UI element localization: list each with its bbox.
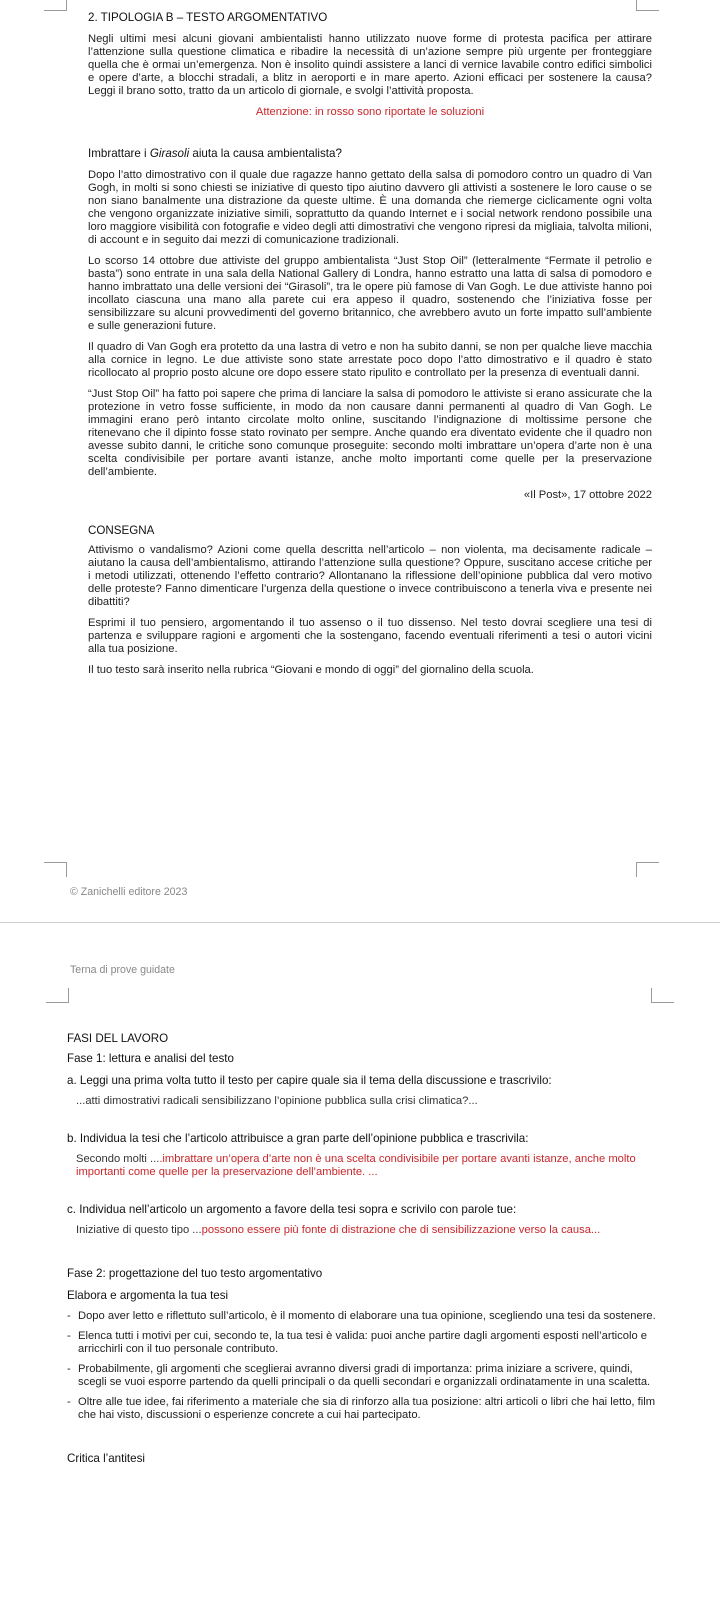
question-c-prefix: Iniziative di questo tipo ... [76, 1224, 202, 1236]
fase-1-title: Fase 1: lettura e analisi del testo [67, 1052, 234, 1065]
crop-mark-top-right [636, 0, 659, 11]
guidance-list [67, 1310, 657, 1422]
question-c-title: c. Individua nell’articolo un argomento a favore della tesi sopra e scrivilo con parole tue: [67, 1203, 517, 1216]
page-2 [0, 922, 720, 1602]
dash-bullet: - [67, 1330, 71, 1342]
question-c-answer [67, 1224, 657, 1237]
article-paragraph: Dopo l’atto dimostrativo con il quale due ragazze hanno gettato della salsa di pomodoro contro un quadro di Van Gogh, in molti si sono chiesti se iniziative di questo tipo aiutino davvero gli attivisti a sostenere le loro cause o se non siano banalmente una distrazione da queste ultime. È una domanda che riemerge ciclicamente ogni volta che vengono organizzate iniziative simili, soprattutto da quando Internet e i social network rendono possibile una loro maggiore visibilità con fotografie e video degli atti dimostrativi che vengono ripresi da migliaia, talvolta milioni, di account e in seguito dai mezzi di comunicazione tradizionali. [88, 169, 652, 246]
question-b-prefix: Secondo molti ... [76, 1153, 160, 1165]
article-paragraph: Lo scorso 14 ottobre due attiviste del gruppo ambientalista “Just Stop Oil” (letteralmente “Fermate il petrolio e basta”) sono entrate in una sala della National Gallery di Londra, hanno estratto una latta di salsa di pomodoro e hanno imbrattato una delle versioni dei “Girasoli”, tra le opere più famose di Van Gogh. Le due attiviste hanno poi incollato ciascuna una mano alla parete cui era appeso il quadro, sostenendo che l’iniziativa fosse per sensibilizzare su alcuni provvedimenti del governo britannico, che avrebbero avuto un forte impatto sull’ambiente e sulle generazioni future. [88, 255, 652, 332]
elabora-title: Elabora e argomenta la tua tesi [67, 1289, 229, 1302]
fase-2-title: Fase 2: progettazione del tuo testo argomentativo [67, 1267, 323, 1280]
page-1-body [88, 33, 652, 677]
list-item [67, 1363, 657, 1389]
dash-bullet: - [67, 1310, 71, 1322]
list-item-text: Oltre alle tue idee, fai riferimento a materiale che sia di rinforzo alla tua posizione: altri articoli o libri che hai letto, film che hai visto, discussioni o esperienze concrete a cui hai partecipato. [78, 1396, 656, 1421]
article-paragraph: Il quadro di Van Gogh era protetto da una lastra di vetro e non ha subito danni, se non per qualche lieve macchia alla cornice in legno. Le due attiviste sono state arrestate poco dopo l’atto dimostrativo e il quadro è stato ricollocato al proprio posto alcune ore dopo essere stato ripulito e controllato per la presenza di eventuali danni. [88, 341, 652, 379]
article-title-pre: Imbrattare i [88, 147, 150, 160]
crop-mark-top-left [44, 0, 67, 11]
list-item [67, 1396, 657, 1422]
consegna-title: CONSEGNA [88, 524, 155, 537]
solutions-notice: Attenzione: in rosso sono riportate le soluzioni [255, 106, 485, 118]
list-item [67, 1330, 657, 1356]
article-title [88, 147, 652, 161]
article-title-post: aiuta la causa ambientalista? [189, 147, 342, 160]
crop-mark-top-left [46, 988, 69, 1003]
question-a-answer: ...atti dimostrativi radicali sensibilizzano l’opinione pubblica sulla crisi climatica?... [76, 1095, 478, 1107]
question-a-title: a. Leggi una prima volta tutto il testo per capire quale sia il tema della discussione e trascrivilo: [67, 1074, 552, 1087]
article-paragraph: “Just Stop Oil” ha fatto poi sapere che prima di lanciare la salsa di pomodoro le attiviste si erano assicurate che la protezione in vetro fosse sufficiente, in modo da non causare danni permanenti al quadro di Van Gogh. Le immagini erano però intanto circolate molto online, suscitando l’indignazione di moltissime persone che ritenevano che il dipinto fosse stato rovinato per sempre. Anche quando era diventato evidente che il quadro non avesse subito danni, le critiche sono comunque proseguite: secondo molti imbrattare un’opera d’arte non è una scelta condivisibile per portare avanti istanze, anche molto importanti come quelle per la preservazione dell’ambiente. [88, 388, 652, 478]
crop-mark-top-right [651, 988, 674, 1003]
page-2-body [67, 1032, 657, 1466]
consegna-paragraph: Attivismo o vandalismo? Azioni come quella descritta nell’articolo – non violenta, ma decisamente radicale – aiutano la causa dell’ambientalismo, attirando l’attenzione sulla questione? Oppure, suscitano accese critiche per i metodi utilizzati, ottenendo l’effetto contrario? Allontanano la riflessione dell’opinione pubblica dal vero motivo delle proteste? Fanno dimenticare l’urgenza della questione o invece contribuiscono a tenerla viva e presente nei dibattiti? [88, 544, 652, 608]
section-title: 2. TIPOLOGIA B – TESTO ARGOMENTATIVO [88, 11, 328, 24]
dash-bullet: - [67, 1363, 71, 1375]
crop-mark-bottom-left [44, 862, 67, 877]
list-item-text: Dopo aver letto e riflettuto sull’articolo, è il momento di elaborare una tua opinione, scegliendo una tesi da sostenere. [78, 1310, 656, 1322]
critica-title: Critica l’antitesi [67, 1452, 145, 1465]
list-item-text: Probabilmente, gli argomenti che sceglierai avranno diversi gradi di importanza: prima iniziare a scrivere, quindi, scegli se vuoi esporre partendo da quelli principali o da quelli secondari e organizzali ordinatamente in una scaletta. [78, 1363, 651, 1388]
question-b-answer [67, 1153, 657, 1179]
intro-paragraph: Negli ultimi mesi alcuni giovani ambientalisti hanno utilizzato nuove forme di protesta pacifica per attirare l’attenzione sulla questione climatica e ribadire la necessità di un’azione sempre più urgente per fronteggiare quella che è ormai un’emergenza. Non è insolito quindi assistere a lanci di vernice lavabile contro edifici simbolici e opere d’arte, a blocchi stradali, a blitz in aeroporti e in mare aperto. Azioni efficaci per sostenere la causa? Leggi il brano sotto, tratto da un articolo di giornale, e svolgi l’attività proposta. [88, 33, 652, 97]
article-title-italic: Girasoli [149, 147, 190, 160]
question-c-solution: possono essere più fonte di distrazione che di sensibilizzazione verso la causa... [201, 1224, 601, 1236]
dash-bullet: - [67, 1396, 71, 1408]
consegna-paragraph: Esprimi il tuo pensiero, argomentando il tuo assenso o il tuo dissenso. Nel testo dovrai scegliere una tesi di partenza e sviluppare ragioni e argomenti che la sostengano, facendo eventuali riferimenti a tesi o autori vicini alla tua posizione. [88, 617, 652, 655]
copyright: © Zanichelli editore 2023 [70, 886, 188, 898]
fasi-title: FASI DEL LAVORO [67, 1032, 169, 1045]
list-item-text: Elenca tutti i motivi per cui, secondo te, la tua tesi è valida: puoi anche partire dagli argomenti esposti nell’articolo e arricchirli con il tuo personale contributo. [78, 1330, 648, 1355]
list-item [67, 1310, 657, 1323]
consegna-paragraph: Il tuo testo sarà inserito nella rubrica “Giovani e mondo di oggi” del giornalino della scuola. [88, 664, 534, 676]
article-source: «Il Post», 17 ottobre 2022 [523, 489, 652, 501]
running-head: Terna di prove guidate [70, 964, 175, 976]
question-b-title: b. Individua la tesi che l’articolo attribuisce a gran parte dell’opinione pubblica e trascrivila: [67, 1132, 529, 1145]
crop-mark-bottom-right [636, 862, 659, 877]
question-b-solution: .imbrattare un’opera d’arte non è una scelta condivisibile per portare avanti istanze, anche molto importanti come quelle per la preservazione dell’ambiente. ... [76, 1153, 636, 1178]
